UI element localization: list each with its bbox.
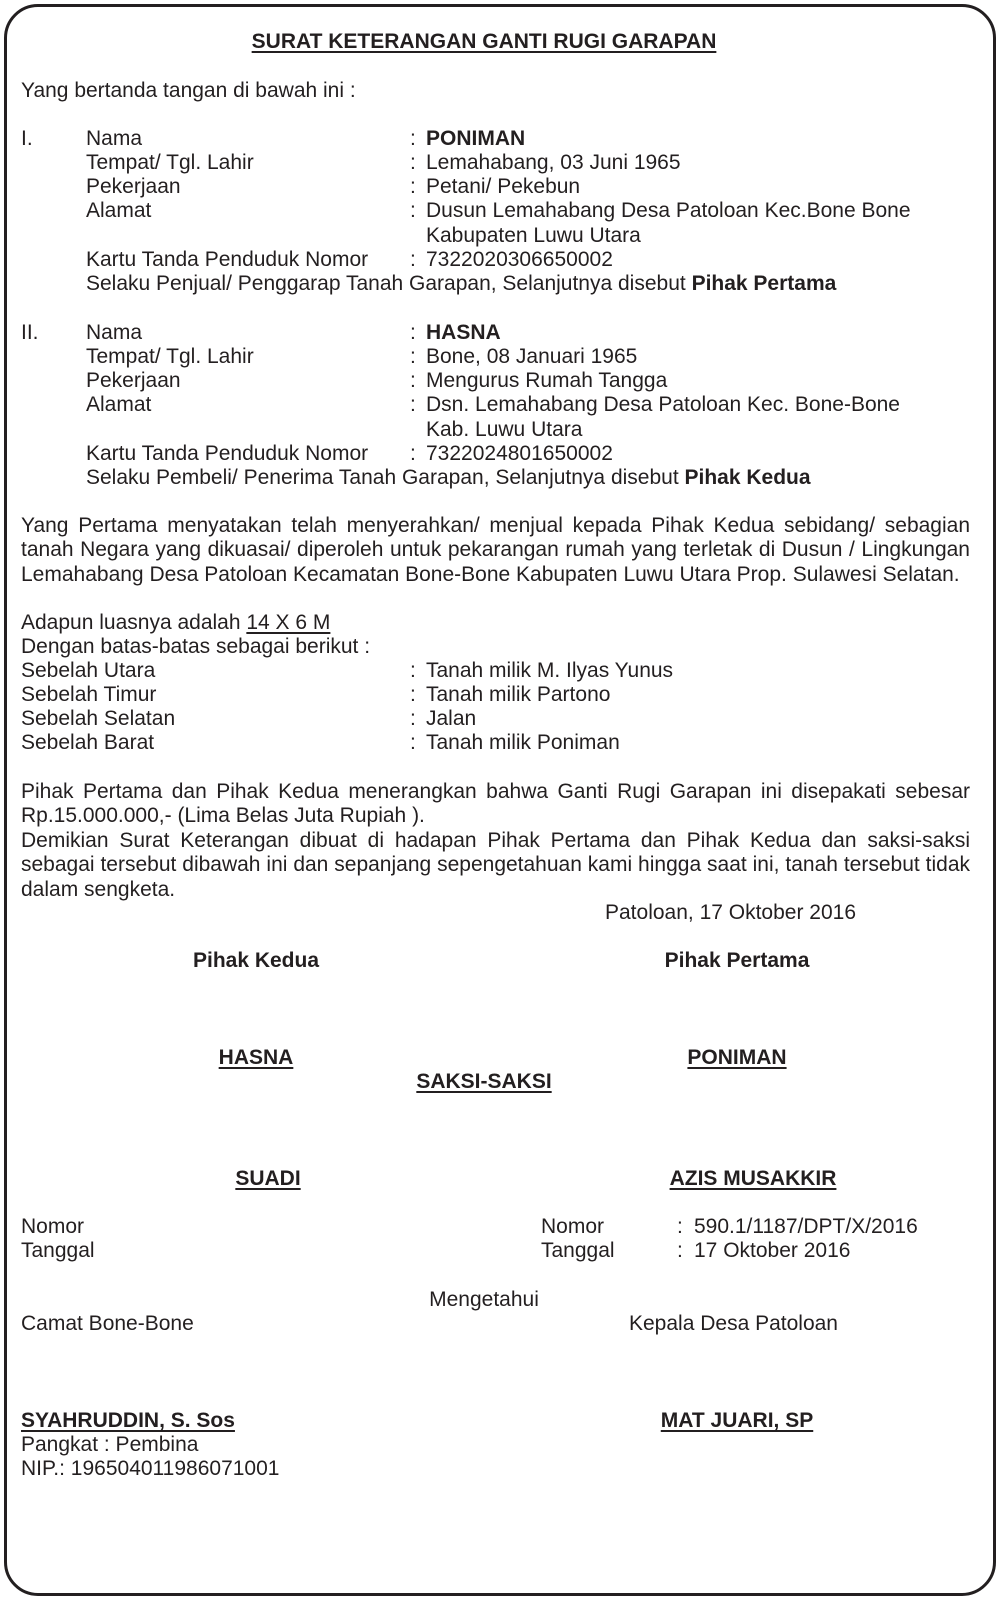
value-address-line2: Kabupaten Luwu Utara [426, 224, 641, 247]
right-nomor-value: 590.1/1187/DPT/X/2016 [694, 1215, 918, 1238]
value-occupation: Mengurus Rumah Tangga [426, 369, 668, 392]
label-address: Alamat [86, 199, 152, 222]
agreement-paragraph: Pihak Pertama dan Pihak Kedua menerangkan bahwa Ganti Rugi Garapan ini disepakati sebesar Rp.15.000.000,- (Lima Belas Juta Rupiah ). [21, 780, 970, 828]
value-address-line2: Kab. Luwu Utara [426, 418, 583, 441]
party-number: I. [21, 127, 33, 150]
colon: : [410, 321, 416, 344]
witness-1-name: SUADI [235, 1167, 301, 1190]
colon: : [410, 248, 416, 271]
value-id-card: 7322024801650002 [426, 442, 613, 465]
value-id-card: 7322020306650002 [426, 248, 613, 271]
border-value: Tanah milik M. Ilyas Yunus [426, 659, 674, 682]
colon: : [410, 127, 416, 150]
left-nomor-label: Nomor [21, 1215, 85, 1238]
right-tanggal-label: Tanggal [541, 1239, 615, 1262]
right-tanggal-value: 17 Oktober 2016 [694, 1239, 851, 1262]
label-id-card: Kartu Tanda Penduduk Nomor [86, 442, 369, 465]
statement-paragraph: Yang Pertama menyatakan telah menyerahkan/ menjual kepada Pihak Kedua sebidang/ sebagian tanah Negara yang dikuasai/ diperoleh untuk pekarangan rumah yang terletak di Dusun / Lingkungan Lemahabang Desa Patoloan Kecamatan Bone-Bone Kabupaten Luwu Utara Prop. Sulawesi Selatan. [21, 514, 970, 586]
value-address: Dsn. Lemahabang Desa Patoloan Kec. Bone-Bone [426, 393, 900, 416]
witness-2-name: AZIS MUSAKKIR [669, 1167, 837, 1190]
left-tanggal-label: Tanggal [21, 1239, 95, 1262]
value-occupation: Petani/ Pekebun [426, 175, 581, 198]
border-value: Tanah milik Partono [426, 683, 611, 706]
document-title: SURAT KETERANGAN GANTI RUGI GARAPAN [251, 30, 717, 53]
colon: : [410, 659, 416, 682]
witnesses-label: SAKSI-SAKSI [416, 1070, 552, 1093]
colon: : [677, 1215, 683, 1238]
border-label: Sebelah Barat [21, 731, 155, 754]
border-label: Sebelah Timur [21, 683, 157, 706]
value-name: HASNA [426, 321, 501, 344]
label-name: Nama [86, 321, 143, 344]
camat-rank: Pangkat : Pembina [21, 1433, 199, 1456]
value-birth: Bone, 08 Januari 1965 [426, 345, 638, 368]
colon: : [410, 731, 416, 754]
party-role-name: Pihak Kedua [684, 466, 811, 489]
label-occupation: Pekerjaan [86, 369, 181, 392]
border-value: Jalan [426, 707, 477, 730]
camat-title: Camat Bone-Bone [21, 1312, 194, 1335]
camat-name: SYAHRUDDIN, S. Sos [21, 1409, 235, 1432]
party-role-text: Selaku Pembeli/ Penerima Tanah Garapan, Selanjutnya disebut [86, 466, 685, 489]
kades-name: MAT JUARI, SP [660, 1409, 814, 1432]
party-role-text: Selaku Penjual/ Penggarap Tanah Garapan, Selanjutnya disebut [86, 272, 692, 295]
colon: : [410, 199, 416, 222]
colon: : [410, 175, 416, 198]
kades-title: Kepala Desa Patoloan [629, 1312, 838, 1335]
colon: : [410, 442, 416, 465]
border-value: Tanah milik Poniman [426, 731, 620, 754]
area-line [21, 611, 330, 635]
acknowledged-label: Mengetahui [429, 1288, 539, 1311]
colon: : [410, 369, 416, 392]
area-value: 14 X 6 M [246, 611, 331, 634]
border-label: Sebelah Utara [21, 659, 156, 682]
party-number: II. [21, 321, 39, 344]
first-party-signatory: PONIMAN [687, 1046, 787, 1069]
place-date: Patoloan, 17 Oktober 2016 [605, 901, 857, 924]
second-party-signatory: HASNA [218, 1046, 294, 1069]
colon: : [410, 393, 416, 416]
party-role [86, 466, 811, 490]
closing-paragraph: Demikian Surat Keterangan dibuat di hadapan Pihak Pertama dan Pihak Kedua dan saksi-saksi sebagai tersebut dibawah ini dan sepanjang sepengetahuan kami hingga saat ini, tanah tersebut tidak dalam sengketa. [21, 829, 970, 901]
area-prefix: Adapun luasnya adalah [21, 611, 247, 634]
right-nomor-label: Nomor [541, 1215, 605, 1238]
value-address: Dusun Lemahabang Desa Patoloan Kec.Bone Bone [426, 199, 911, 222]
first-party-label: Pihak Pertama [664, 949, 810, 972]
label-occupation: Pekerjaan [86, 175, 181, 198]
camat-nip: NIP.: 196504011986071001 [21, 1457, 280, 1480]
intro-text: Yang bertanda tangan di bawah ini : [21, 79, 356, 102]
party-role-name: Pihak Pertama [691, 272, 837, 295]
second-party-label: Pihak Kedua [192, 949, 320, 972]
border-label: Sebelah Selatan [21, 707, 176, 730]
colon: : [410, 707, 416, 730]
label-id-card: Kartu Tanda Penduduk Nomor [86, 248, 369, 271]
colon: : [410, 151, 416, 174]
colon: : [410, 345, 416, 368]
label-name: Nama [86, 127, 143, 150]
label-address: Alamat [86, 393, 152, 416]
value-name: PONIMAN [426, 127, 526, 150]
colon: : [677, 1239, 683, 1262]
borders-intro: Dengan batas-batas sebagai berikut : [21, 635, 371, 658]
value-birth: Lemahabang, 03 Juni 1965 [426, 151, 681, 174]
label-birth: Tempat/ Tgl. Lahir [86, 151, 254, 174]
label-birth: Tempat/ Tgl. Lahir [86, 345, 254, 368]
colon: : [410, 683, 416, 706]
party-role [86, 272, 836, 296]
